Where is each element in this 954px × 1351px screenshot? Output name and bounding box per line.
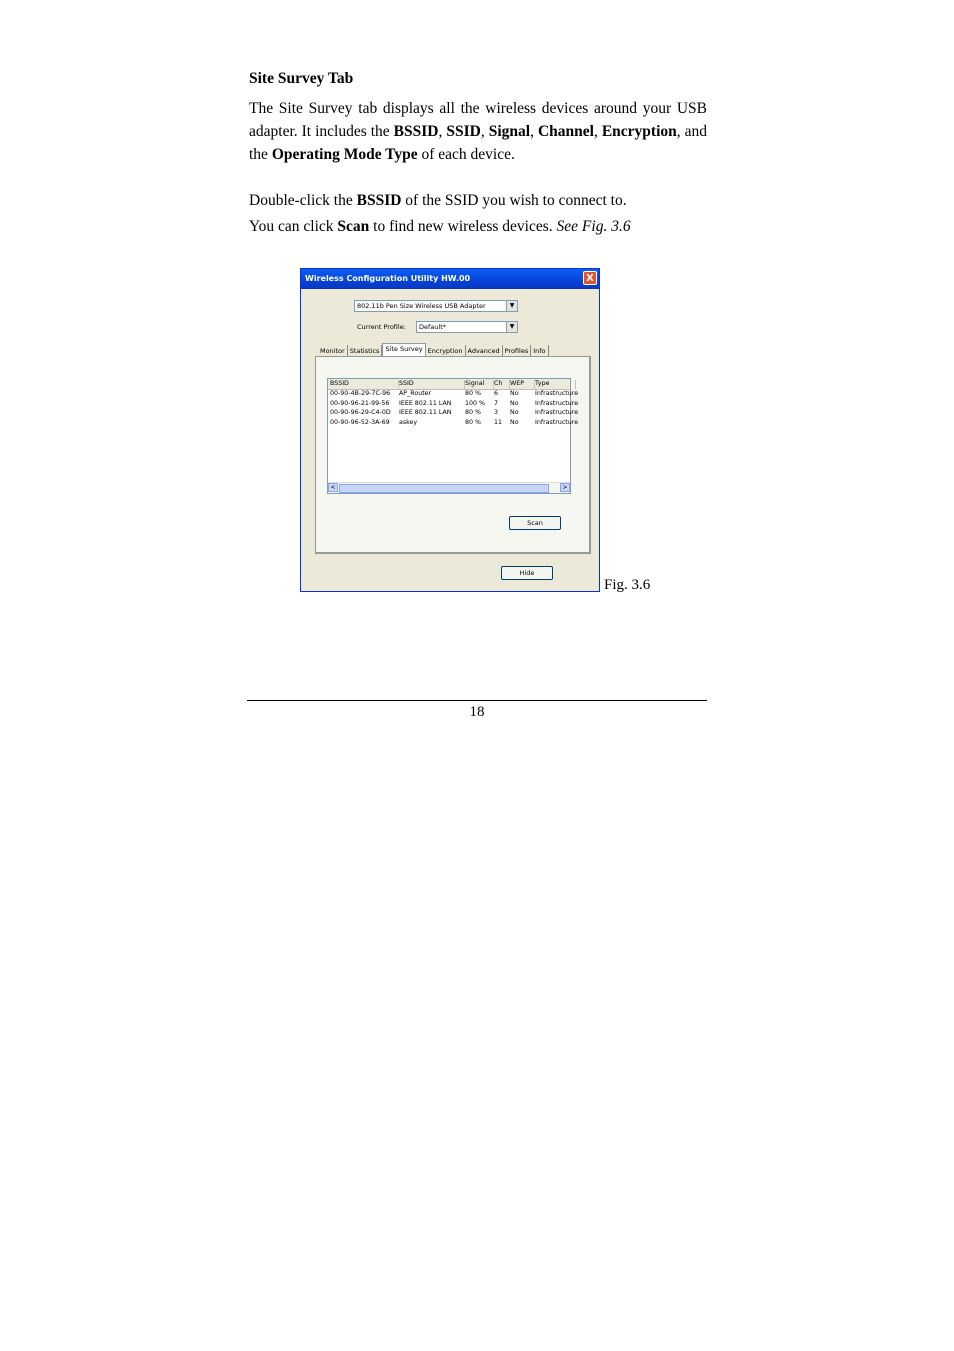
profile-value: Default*: [419, 323, 446, 331]
column-header-type[interactable]: Type: [535, 380, 576, 389]
instruction-text: You can click: [249, 218, 338, 235]
table-row[interactable]: [328, 390, 579, 399]
table-cell: 00-90-96-29-C4-0D: [330, 409, 391, 416]
list-header: [328, 379, 570, 390]
table-row[interactable]: [328, 418, 579, 428]
chevron-down-icon[interactable]: ▼: [506, 322, 517, 332]
page-number: 18: [469, 704, 485, 720]
instruction-text: to find new wireless devices.: [369, 218, 557, 235]
table-cell: 100 %: [465, 399, 486, 407]
bold-term: SSID: [446, 123, 481, 140]
table-cell: askey: [399, 418, 418, 426]
paragraph-text: The Site Survey tab displays all the wireless devices around your USB adapter. It includes the: [249, 100, 707, 140]
close-button[interactable]: [583, 271, 597, 285]
section-heading: Site Survey Tab: [249, 70, 354, 87]
table-cell: No: [510, 418, 519, 426]
tab-monitor[interactable]: Monitor: [318, 345, 348, 357]
table-cell: 00-90-96-21-99-56: [330, 399, 390, 407]
adapter-value: 802.11b Pen Size Wireless USB Adapter: [357, 302, 486, 310]
footer-rule: [247, 700, 707, 701]
table-cell: IEEE 802.11 LAN: [399, 409, 452, 416]
column-header-ch[interactable]: Ch: [494, 380, 510, 389]
tab-strip: [318, 343, 549, 356]
table-cell: AP_Router: [399, 390, 432, 397]
bold-term: Channel: [537, 123, 594, 140]
table-cell: No: [510, 409, 519, 416]
instruction-text: of the SSID you wish to connect to.: [401, 192, 627, 209]
paragraph-text: , and the: [249, 123, 708, 163]
horizontal-scrollbar[interactable]: [328, 482, 570, 493]
dialog-title: Wireless Configuration Utility HW.00: [305, 274, 471, 283]
intro-paragraph: [249, 97, 707, 166]
tab-statistics[interactable]: Statistics: [348, 345, 383, 357]
adapter-select[interactable]: [354, 300, 518, 312]
instruction-text: Double-click the: [249, 192, 357, 209]
instruction-bold: Scan: [337, 218, 370, 235]
scan-button[interactable]: Scan: [509, 516, 561, 530]
chevron-down-icon[interactable]: ▼: [506, 301, 517, 311]
column-header-signal[interactable]: Signal: [465, 380, 494, 389]
column-header-wep[interactable]: WEP: [510, 380, 535, 389]
figure-caption: Fig. 3.6: [604, 577, 651, 593]
site-survey-panel: [315, 356, 591, 554]
table-cell: No: [510, 390, 519, 397]
table-cell: 6: [494, 390, 499, 397]
close-icon: X: [586, 273, 594, 284]
table-cell: Infrastructure: [535, 399, 579, 407]
bold-term: Encryption: [601, 123, 677, 140]
hide-button[interactable]: Hide: [501, 566, 553, 580]
table-cell: 00-90-4B-29-7C-96: [330, 390, 391, 397]
tab-advanced[interactable]: Advanced: [466, 345, 503, 357]
paragraph-text: of each device.: [417, 146, 515, 163]
instruction-doubleclick: [249, 192, 627, 210]
table-cell: Infrastructure: [535, 409, 579, 416]
table-cell: No: [510, 399, 519, 407]
table-cell: 80 %: [465, 409, 481, 416]
table-cell: 00-90-96-52-3A-69: [330, 418, 390, 426]
scroll-right-button[interactable]: >: [560, 483, 570, 492]
figure-reference: See Fig. 3.6: [556, 218, 631, 235]
wireless-config-dialog: [300, 268, 600, 592]
scroll-thumb[interactable]: [339, 484, 549, 493]
instruction-scan: [249, 218, 631, 236]
tab-encryption[interactable]: Encryption: [426, 345, 466, 357]
profile-select[interactable]: [416, 321, 518, 333]
table-cell: 80 %: [465, 390, 481, 397]
tab-profiles[interactable]: Profiles: [503, 345, 532, 357]
site-survey-list[interactable]: [327, 378, 579, 494]
table-cell: 7: [494, 399, 499, 407]
tab-site-survey[interactable]: Site Survey: [382, 343, 425, 357]
table-row[interactable]: [328, 409, 579, 418]
column-header-ssid[interactable]: SSID: [399, 380, 465, 389]
title-bar[interactable]: [301, 269, 599, 289]
tab-info[interactable]: Info: [531, 345, 548, 357]
table-cell: Infrastructure: [535, 418, 579, 426]
instruction-bold: BSSID: [356, 192, 402, 209]
table-cell: 3: [494, 409, 499, 416]
table-cell: 80 %: [465, 418, 481, 426]
paragraph-text: ,: [593, 123, 602, 140]
table-cell: IEEE 802.11 LAN: [399, 399, 452, 407]
paragraph-text: ,: [438, 123, 447, 140]
paragraph-text: ,: [530, 123, 538, 140]
table-cell: 11: [494, 418, 503, 426]
paragraph-text: ,: [480, 123, 489, 140]
table-row[interactable]: [328, 399, 579, 409]
profile-label: Current Profile:: [357, 323, 406, 331]
scroll-left-button[interactable]: <: [328, 483, 338, 492]
bold-term: Operating Mode Type: [271, 146, 418, 163]
table-cell: Infrastructure: [535, 390, 579, 397]
column-header-bssid[interactable]: BSSID: [330, 380, 399, 389]
bold-term: BSSID: [393, 123, 439, 140]
bold-term: Signal: [488, 123, 531, 140]
